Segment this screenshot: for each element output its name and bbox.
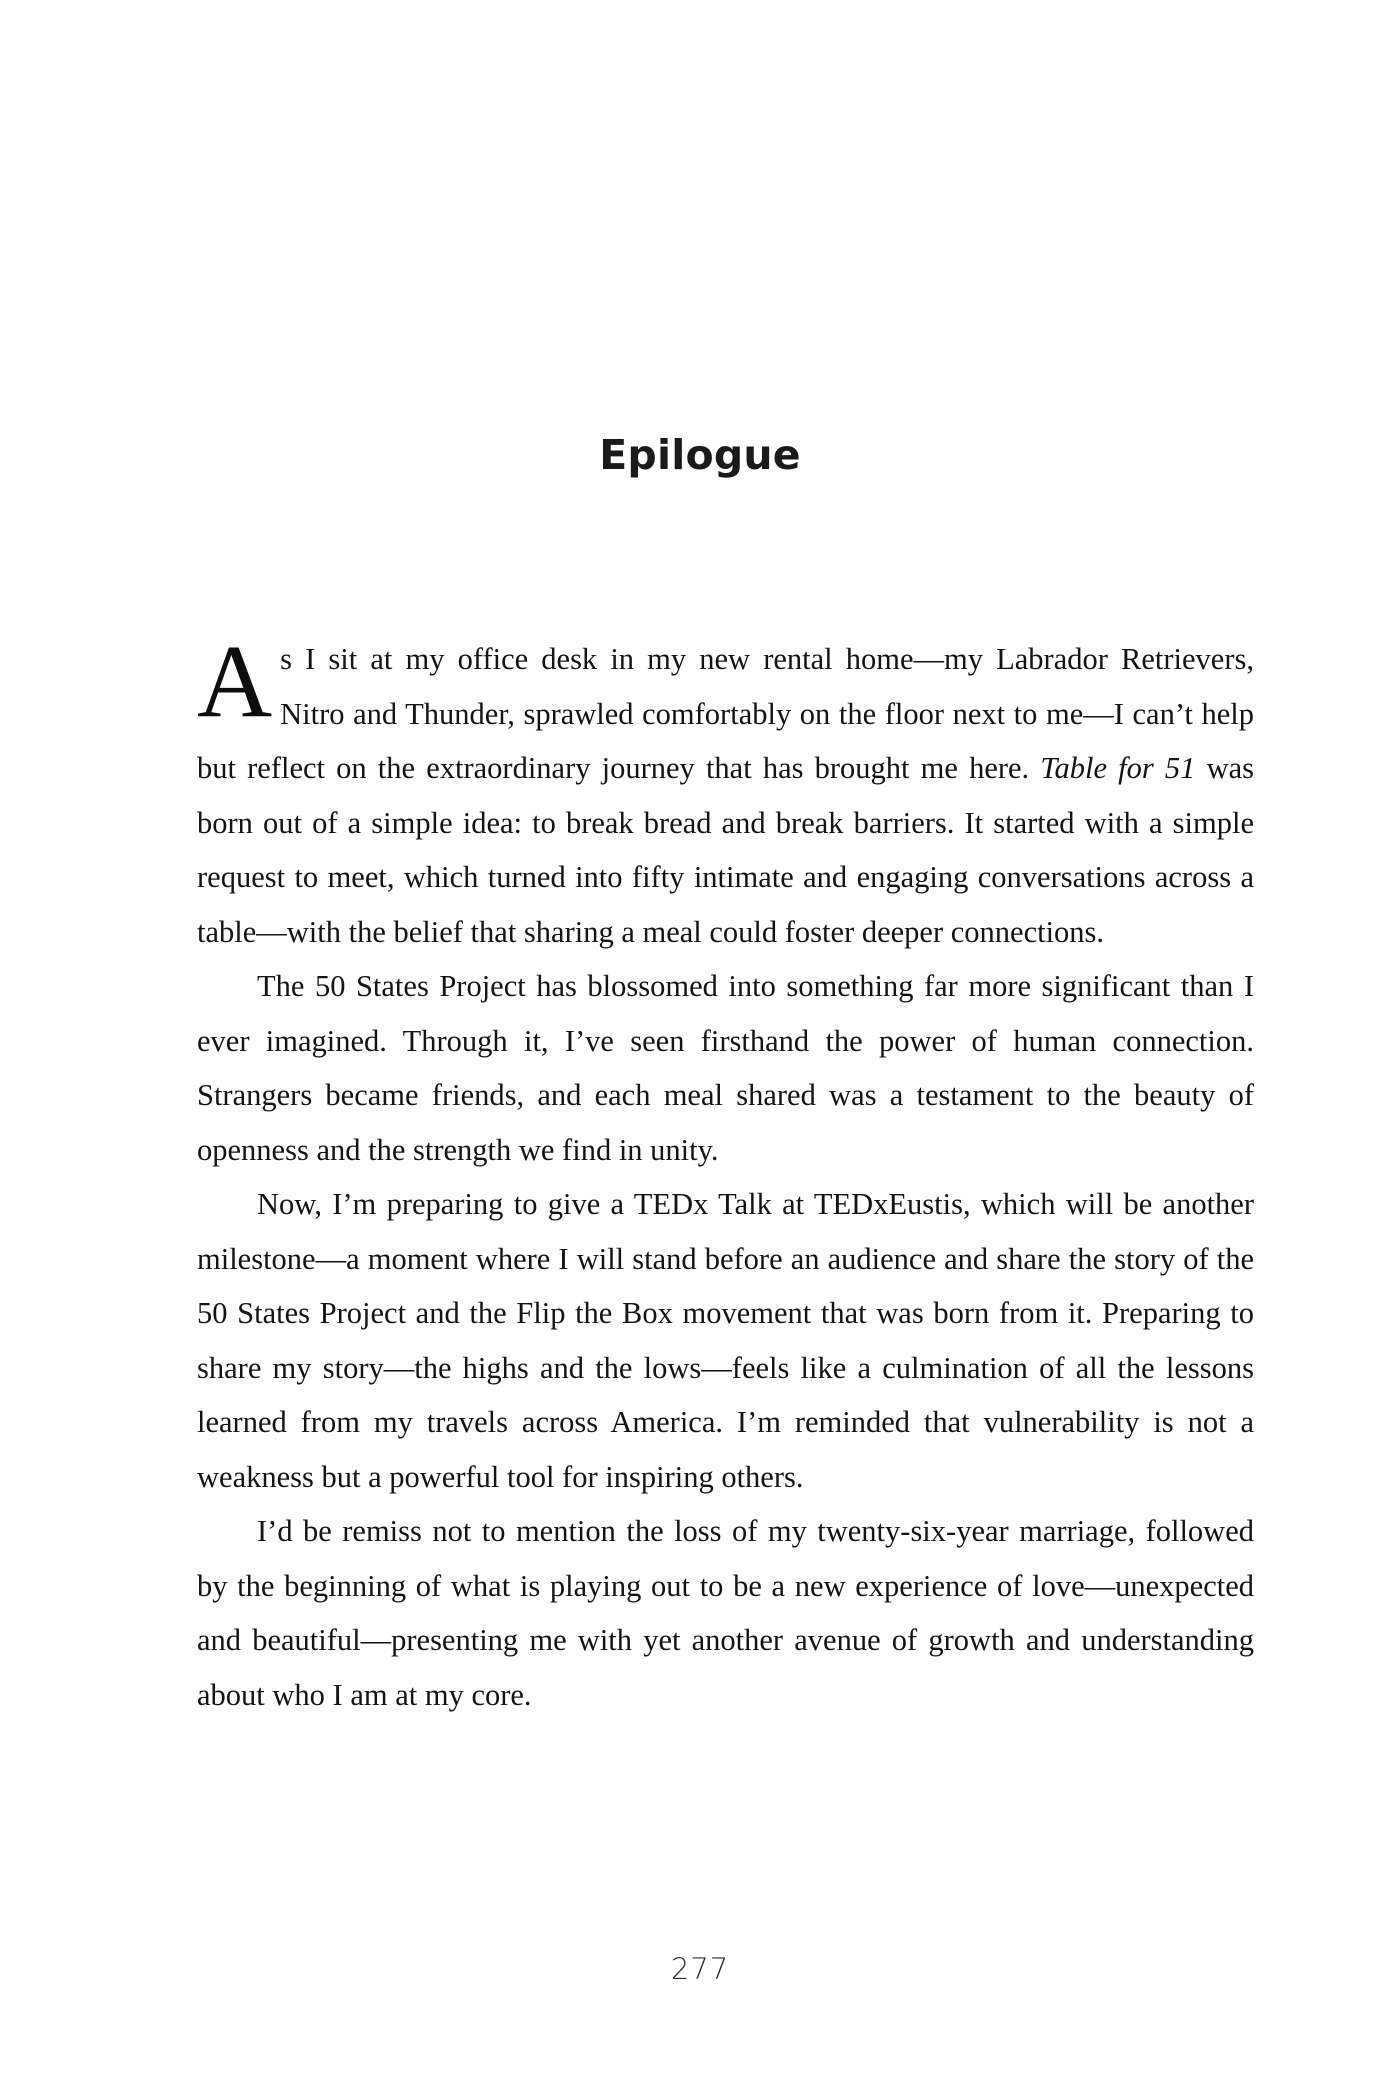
book-title-italic: Table for 51: [1040, 751, 1196, 785]
page-title: Epilogue: [599, 431, 801, 480]
body-text-block: [197, 624, 1255, 1722]
paragraph-1-text-part-2: was born out of a simple idea: to break bread and break barriers. It started with a simple request to meet, which turned into fifty intimate and engaging conversations across a table—with the belief that sharing a meal could foster deeper connections.: [197, 751, 1255, 949]
paragraph-1-text-part-1: s I sit at my office desk in my new rental home—my Labrador Retrievers, Nitro and Thunder, sprawled comfortably on the floor next to me—I can’t help but reflect on the extraordinary journey that has brought me here.: [197, 642, 1254, 785]
drop-cap: A: [197, 624, 273, 739]
paragraph-2: [197, 959, 1254, 1177]
paragraph-4-text: I’d be remiss not to mention the loss of my twenty-six-year marriage, followed by the beginning of what is playing out to be a new experience of love—unexpected and beautiful—presenting me with yet another avenue of growth and understanding about who I am at my core.: [197, 1514, 1254, 1712]
paragraph-4: [197, 1504, 1254, 1722]
page-number: 277: [670, 1952, 730, 1986]
paragraph-1: [197, 624, 1255, 959]
paragraph-2-text: The 50 States Project has blossomed into something far more significant than I ever imagined. Through it, I’ve seen firsthand the power of human connection. Strangers became friends, and each meal shared was a testament to the beauty of openness and the strength we find in unity.: [197, 969, 1254, 1167]
paragraph-3: [197, 1177, 1254, 1504]
paragraph-3-text: Now, I’m preparing to give a TEDx Talk at TEDxEustis, which will be another milestone—a moment where I will stand before an audience and share the story of the 50 States Project and the Flip the Box movement that was born from it. Preparing to share my story—the highs and the lows—feels like a culmination of all the lessons learned from my travels across America. I’m reminded that vulnerability is not a weakness but a powerful tool for inspiring others.: [197, 1187, 1254, 1494]
